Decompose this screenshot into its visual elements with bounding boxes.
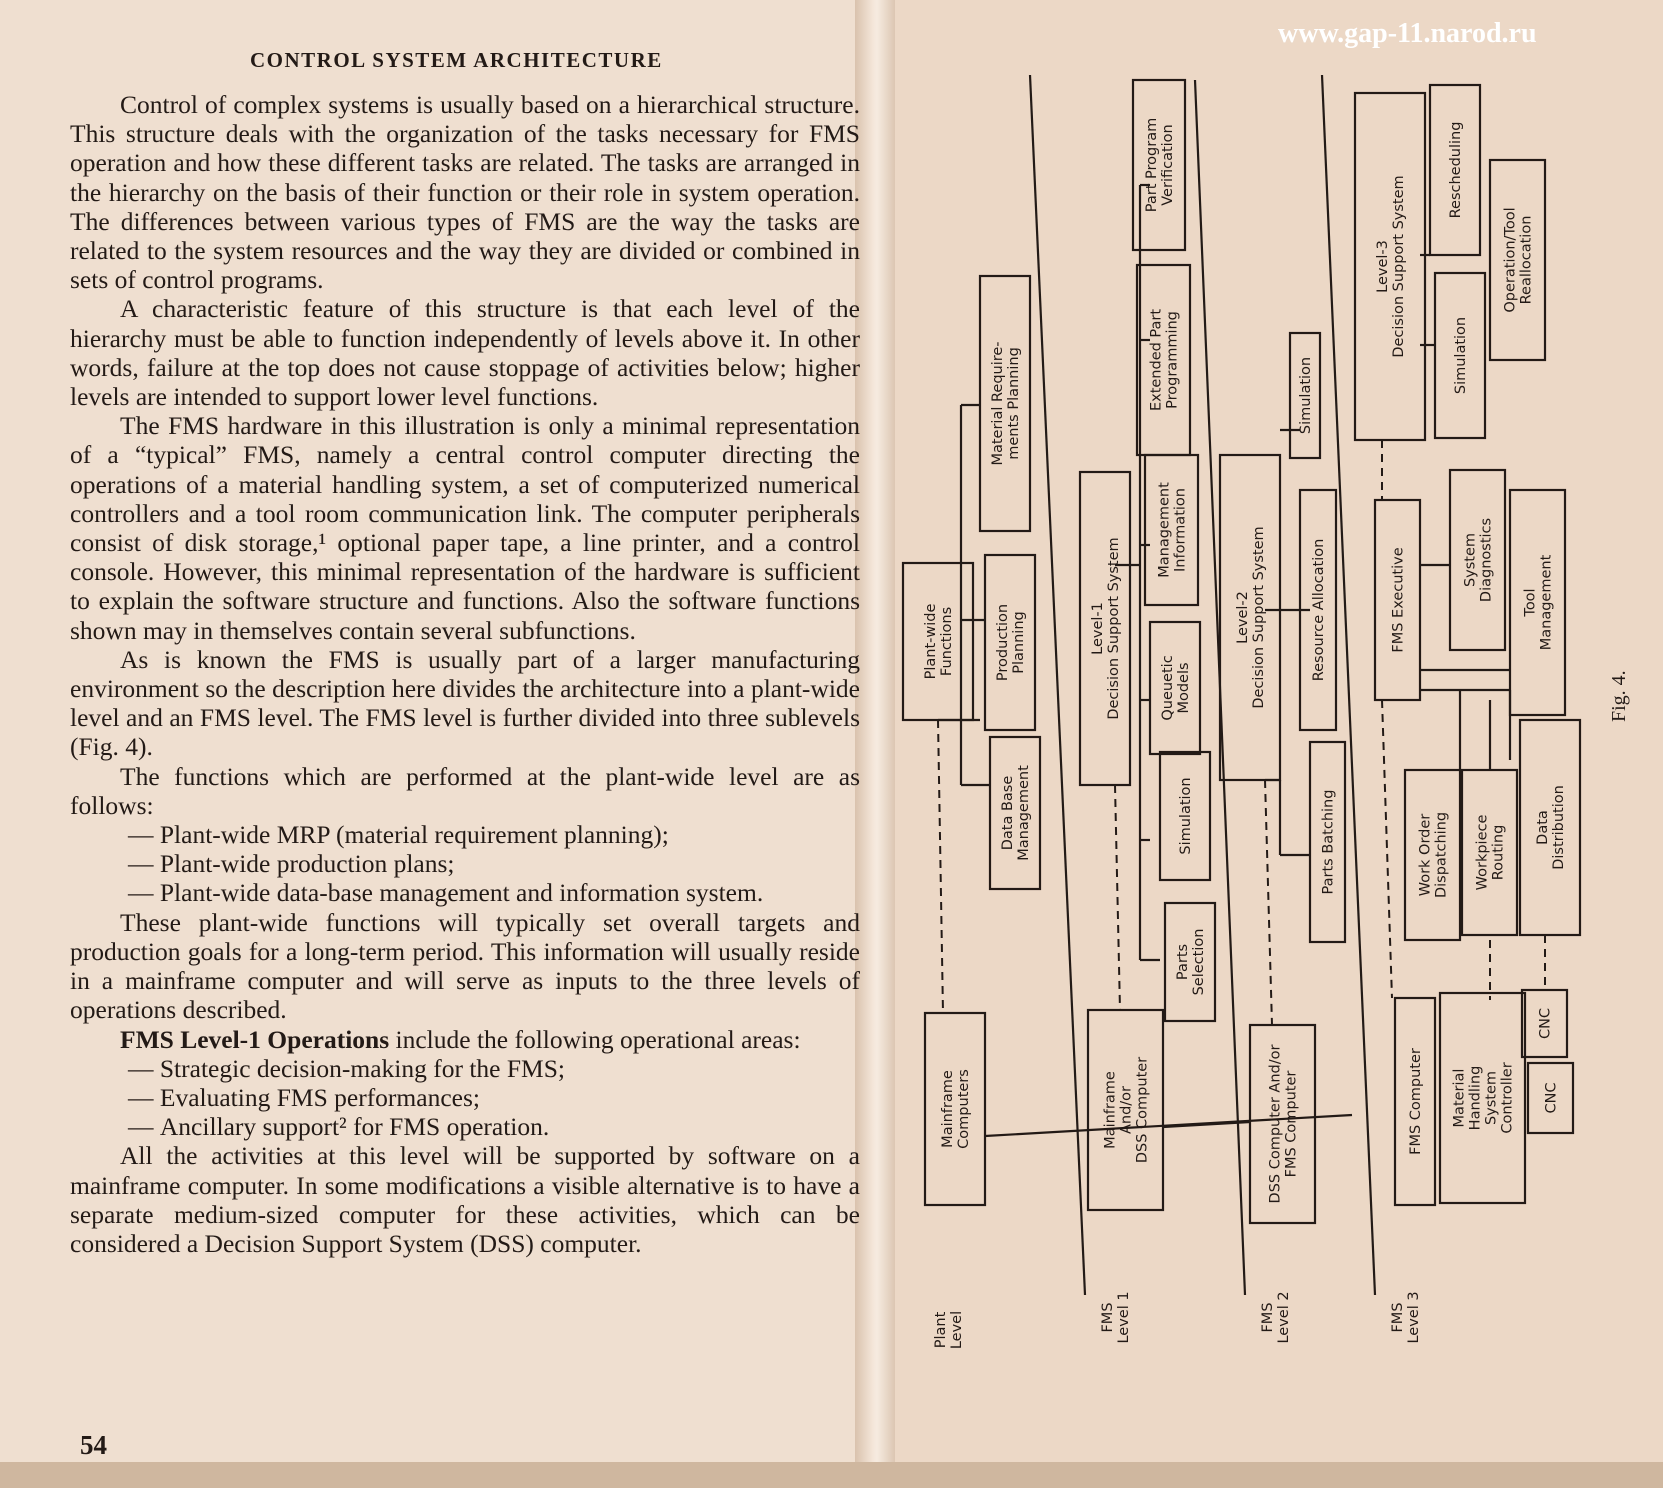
level3-dss-box — [1355, 93, 1425, 440]
data-base-management-box — [990, 737, 1040, 889]
mainframe-computers-box — [925, 1013, 985, 1205]
box-label: Data BaseManagement — [1000, 765, 1032, 861]
fms-computer-box — [1395, 998, 1435, 1205]
box-label: Level-2Decision Support System — [1235, 526, 1267, 709]
material-handling-controller-box — [1440, 993, 1525, 1203]
box-label: MainframeComputers — [940, 1069, 972, 1149]
paragraph: As is known the FMS is usually part of a larger manufacturing environment so the description here divides the architecture into a plant-wide level and an FMS level. The FMS level is further divided into three sublevels (Fig. 4). — [70, 644, 860, 762]
box-label: FMSLevel 2 — [1260, 1291, 1292, 1344]
box-label: Simulation — [1453, 316, 1469, 395]
mainframe-dss-computer-box — [1088, 1010, 1163, 1210]
dss-fms-computer-box — [1250, 1025, 1315, 1223]
figure-caption: Fig. 4. — [1608, 670, 1630, 722]
box-label: FMS Executive — [1390, 547, 1407, 653]
material-requirements-planning-box — [980, 276, 1030, 531]
box-label: ToolManagement — [1522, 554, 1555, 651]
paragraph: A characteristic feature of this structure is that each level of the hierarchy must be able to function independently of levels above it. In other words, failure at the top does not cause stoppage of activities below; higher levels are intended to support lower level functions. — [70, 294, 860, 412]
bold-term: FMS Level-1 Operations — [120, 1024, 390, 1054]
fms-executive-box — [1375, 500, 1420, 700]
paragraph: The FMS hardware in this illustration is only a minimal representation of a “typical” FMS, namely a central control computer directing the operations of a material handling system, a set of computerized numerical controllers and a tool room communication link. The computer peripherals consist of disk storage,¹ optional paper tape, a line printer, and a control console. However, this minimal representation of the hardware is sufficient to explain the software structure and functions. Also the software functions shown may in themselves contain several subfunctions. — [70, 411, 860, 645]
box-label: QueueticModels — [1160, 655, 1192, 721]
extended-part-programming-box — [1137, 265, 1190, 455]
box-label: Resource Allocation — [1311, 538, 1327, 682]
simulation-l1-box — [1160, 752, 1210, 880]
box-label: ManagementInformation — [1156, 482, 1189, 578]
parts-selection-box — [1165, 903, 1215, 1021]
box-label: DataDistribution — [1535, 785, 1567, 870]
paragraph-rest: include the following operational areas: — [389, 1024, 801, 1054]
level-lines — [1030, 75, 1375, 1295]
box-label: Extended PartProgramming — [1148, 308, 1181, 412]
work-order-dispatching-box — [1405, 770, 1460, 940]
paragraph: These plant-wide functions will typically set overall targets and production goals for a long-term period. This information will usually reside in a mainframe computer and will serve as inputs to the three levels of operations described. — [70, 907, 860, 1025]
list-item: — Plant-wide data-base management and information system. — [128, 878, 860, 907]
parts-batching-box — [1310, 742, 1345, 942]
list-item: — Plant-wide production plans; — [128, 849, 860, 878]
box-label: WorkpieceRouting — [1474, 814, 1507, 891]
paragraph: All the activities at this level will be supported by software on a mainframe computer. In some modifications a visible alternative is to have a separate medium-sized computer for these activities, which can be considered a Decision Support System (DSS) computer. — [70, 1141, 860, 1258]
box-label: CNC — [1543, 1082, 1560, 1114]
section-heading: CONTROL SYSTEM ARCHITECTURE — [250, 48, 663, 72]
tool-management-box — [1510, 490, 1565, 715]
box-label: Operation/ToolReallocation — [1502, 207, 1535, 313]
box-label: FMS Computer — [1408, 1048, 1424, 1155]
paragraph: The functions which are performed at the plant-wide level are as follows: — [70, 761, 860, 820]
cnc-box — [1522, 990, 1567, 1057]
box-label: Simulation — [1178, 777, 1194, 855]
watermark: www.gap-11.narod.ru — [1278, 18, 1537, 49]
diagram-boxes — [903, 80, 1580, 1349]
box-label: Level-3Decision Support System — [1375, 175, 1407, 358]
level2-dss-box — [1220, 455, 1280, 780]
management-information-box — [1145, 455, 1198, 605]
system-diagnostics-box — [1450, 470, 1505, 650]
box-label: MaterialHandlingSystemController — [1451, 1062, 1516, 1134]
box-label: Rescheduling — [1448, 121, 1464, 219]
queuetic-models-box — [1150, 622, 1200, 754]
box-label: Material Require-ments Planning — [990, 341, 1022, 466]
box-label: CNC — [1537, 1007, 1554, 1040]
list-item: — Strategic decision-making for the FMS; — [128, 1054, 860, 1083]
box-label: SystemDiagnostics — [1462, 517, 1495, 603]
simulation-l2-box — [1290, 333, 1320, 458]
fms-level3-label — [1390, 1291, 1422, 1343]
box-label: Level-1Decision Support System — [1090, 537, 1122, 720]
paragraph: Control of complex systems is usually based on a hierarchical structure. This structure deals with the organization of the tasks necessary for FMS operation and how these different tasks are related. The tasks are arranged in the hierarchy on the basis of their function or their role in system operation. The differences between various types of FMS are the way the tasks are related to the system resources and the way they are divided or combined in sets of control programs. — [70, 90, 860, 295]
box-label: ProductionPlanning — [995, 603, 1027, 682]
operation-tool-reallocation-box — [1490, 160, 1545, 360]
production-planning-box — [985, 555, 1035, 730]
box-label: FMSLevel 1 — [1100, 1291, 1132, 1344]
box-label: Part ProgramVerification — [1144, 117, 1176, 213]
page-number: 54 — [80, 1430, 107, 1460]
plant-wide-functions-box — [903, 563, 973, 720]
box-label: DSS Computer And/orFMS Computer — [1267, 1044, 1300, 1204]
box-label: MainframeAnd/orDSS Computer — [1102, 1056, 1151, 1164]
box-label: Plant-wideFunctions — [923, 603, 955, 680]
box-label: Work OrderDispatching — [1417, 811, 1450, 899]
box-label: Simulation — [1298, 356, 1314, 435]
box-label: PlantLevel — [933, 1310, 965, 1350]
box-label: PartsSelection — [1175, 928, 1207, 996]
rescheduling-box — [1430, 85, 1480, 255]
list-item: — Plant-wide MRP (material requirement planning); — [128, 820, 860, 849]
plant-level-label — [933, 1311, 965, 1349]
list-item: — Evaluating FMS performances; — [128, 1083, 860, 1112]
workpiece-routing-box — [1462, 770, 1517, 935]
cnc-box — [1528, 1063, 1573, 1133]
fms-level1-label — [1100, 1291, 1132, 1343]
box-label: FMSLevel 3 — [1390, 1291, 1422, 1344]
fms-level2-label — [1260, 1291, 1292, 1343]
data-distribution-box — [1520, 720, 1580, 935]
box-label: Parts Batching — [1320, 789, 1337, 895]
list-item: — Ancillary support² for FMS operation. — [128, 1112, 860, 1141]
fig-caption — [1608, 670, 1630, 722]
level1-dss-box — [1080, 472, 1130, 785]
simulation-l3-box — [1435, 273, 1485, 438]
